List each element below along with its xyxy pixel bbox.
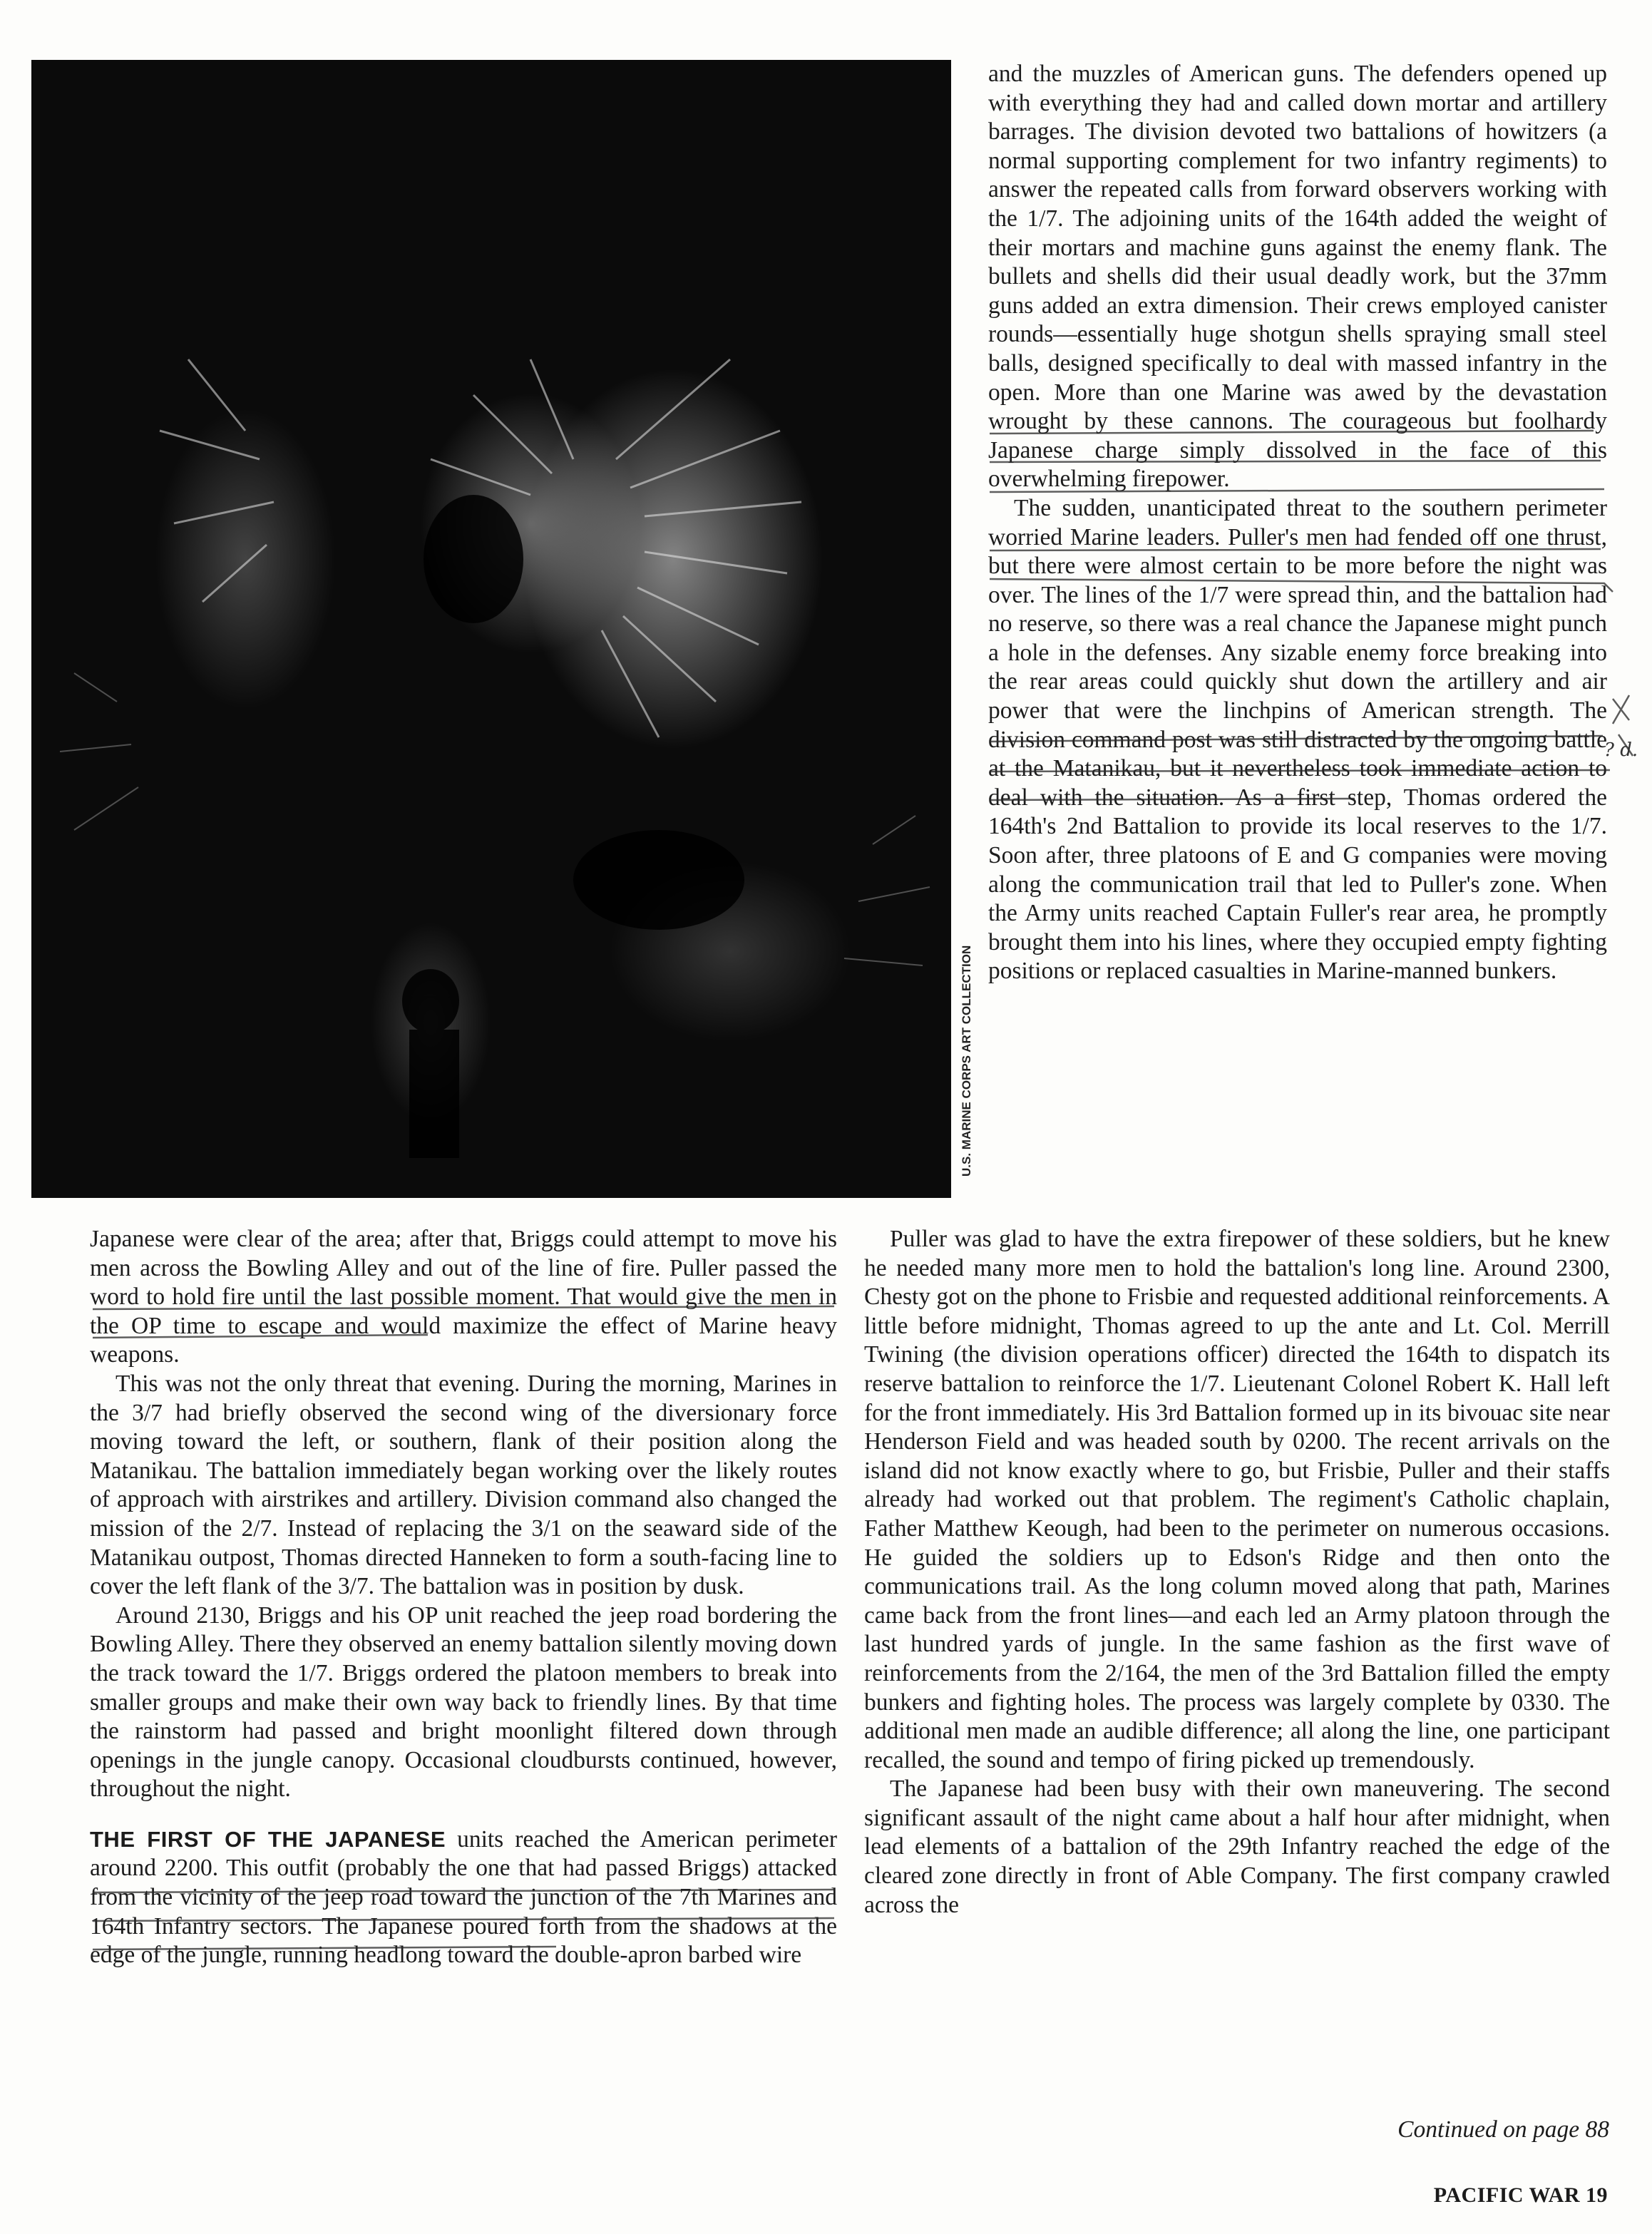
paragraph-text: units reached the American perimeter around 2200. This outfit (probably the one that had passed Briggs) attacked from the vicinity of the jeep road toward the junction of the 7th Marines and 164th Infantry sectors. The Japanese poured forth from the shadows at the edge of the jungle, running headlong toward the double-apron barbed wire: [90, 1825, 838, 1969]
section-paragraph: [90, 1825, 837, 1970]
paragraph: Japanese were clear of the area; after that, Briggs could attempt to move his men across the Bowling Alley and out of the line of fire. Puller passed the word to hold fire until the last possible moment. That would give the men in the OP time to escape and would maximize the effect of Marine heavy weapons.: [90, 1226, 837, 1368]
article-column-left: [90, 1225, 837, 1970]
painting-brushwork: [31, 60, 951, 1198]
section-lead-in: THE FIRST OF THE JAPANESE: [90, 1826, 446, 1852]
article-column-right-top: [988, 60, 1607, 986]
paragraph: The sudden, unanticipated threat to the southern perimeter worried Marine leaders. Puller's men had fended off one thrust, but there were almost certain to be more before the night was over. The lines of the 1/7 were spread thin, and the battalion had no reserve, so there was a real chance the Japanese might punch a hole in the defenses. Any sizable enemy force breaking into the rear areas could quickly shut down the artillery and air power that were the linchpins of American strength. The division command post was still distracted by the ongoing battle at the Matanikau, but it nevertheless took immediate action to deal with the situation. As a first step, Thomas ordered the 164th's 2nd Battalion to provide its local reserves to the 1/7. Soon after, three platoons of E and G companies were moving along the communication trail that led to Puller's zone. When the Army units reached Captain Fuller's rear area, he promptly brought them into his lines, where they occupied empty fighting positions or replaced casualties in Marine-manned bunkers.: [988, 494, 1607, 985]
paragraph: The Japanese had been busy with their own maneuvering. The second significant assault of the night came about a half hour after midnight, when lead elements of a battalion of the 29th Infantry reached the edge of the cleared zone directly in front of Able Company. The first company crawled across the: [864, 1776, 1610, 1918]
continued-note: Continued on page 88: [1397, 2116, 1609, 2143]
paragraph: This was not the only threat that evening. During the morning, Marines in the 3/7 had briefly observed the second wing of the diversionary force moving toward the left, or southern, flank of their position along the Matanikau. The battalion immediately began working over the likely routes of approach with airstrikes and artillery. Division command also changed the mission of the 2/7. Instead of replacing the 3/1 on the seaward side of the Matanikau outpost, Thomas directed Hanneken to form a south-facing line to cover the left flank of the 3/7. The battalion was in position by dusk.: [90, 1370, 837, 1600]
jungle-battle-painting: [31, 60, 951, 1198]
margin-annotation-mark: [1613, 695, 1633, 756]
page-footer: PACIFIC WAR 19: [1433, 2183, 1608, 2207]
photo-credit: U.S. MARINE CORPS ART COLLECTION: [960, 945, 973, 1177]
paragraph: Puller was glad to have the extra firepower of these soldiers, but he knew he needed many more men to hold the battalion's long line. Around 2300, Chesty got on the phone to Frisbie and requested additional reinforcements. A little before midnight, Thomas agreed to up the ante and Lt. Col. Merrill Twining (the division operations officer) directed the 164th to dispatch its reserve battalion to reinforce the 1/7. Lieutenant Colonel Robert K. Hall left for the front immediately. His 3rd Battalion formed up in its bivouac site near Henderson Field and was headed south by 0200. The recent arrivals on the island did not know exactly where to go, but Frisbie, Puller and their staffs already had worked out that problem. The regiment's Catholic chaplain, Father Matthew Keough, had been to the perimeter on numerous occasions. He guided the soldiers up to Edson's Ridge and then onto the communications trail. As the long column moved along that path, Marines came back from the front lines—and each led an Army platoon through the last hundred yards of jungle. In the same fashion as the first wave of reinforcements from the 2/164, the men of the 3rd Battalion filled the empty bunkers and fighting holes. The process was largely complete by 0330. The additional men made an audible difference; all along the line, one participant recalled, the sound and tempo of firing picked up tremendously.: [864, 1226, 1610, 1773]
paragraph: and the muzzles of American guns. The defenders opened up with everything they had and called down mortar and artillery barrages. The division devoted two battalions of howitzers (a normal supporting complement for two infantry regiments) to answer the repeated calls from forward observers working with the 1/7. The adjoining units of the 164th added the weight of their mortars and machine guns against the enemy flank. The bullets and shells did their usual deadly work, but the 37mm guns added an extra dimension. Their crews employed canister rounds—essentially huge shotgun shells spraying small steel balls, designed specifically to deal with massed infantry in the open. More than one Marine was awed by the devastation wrought by these cannons. The courageous but foolhardy Japanese charge simply dissolved in the face of this overwhelming firepower.: [988, 61, 1607, 493]
paragraph: Around 2130, Briggs and his OP unit reached the jeep road bordering the Bowling Alley. There they observed an enemy battalion silently moving down the track toward the 1/7. Briggs ordered the platoon members to break into smaller groups and make their own way back to friendly lines. By that time the rainstorm had passed and bright moonlight filtered down through openings in the jungle canopy. Occasional cloudbursts continued, however, throughout the night.: [90, 1602, 837, 1803]
margin-annotation: ? d.: [1604, 739, 1638, 761]
article-column-right-bottom: [864, 1225, 1610, 1920]
